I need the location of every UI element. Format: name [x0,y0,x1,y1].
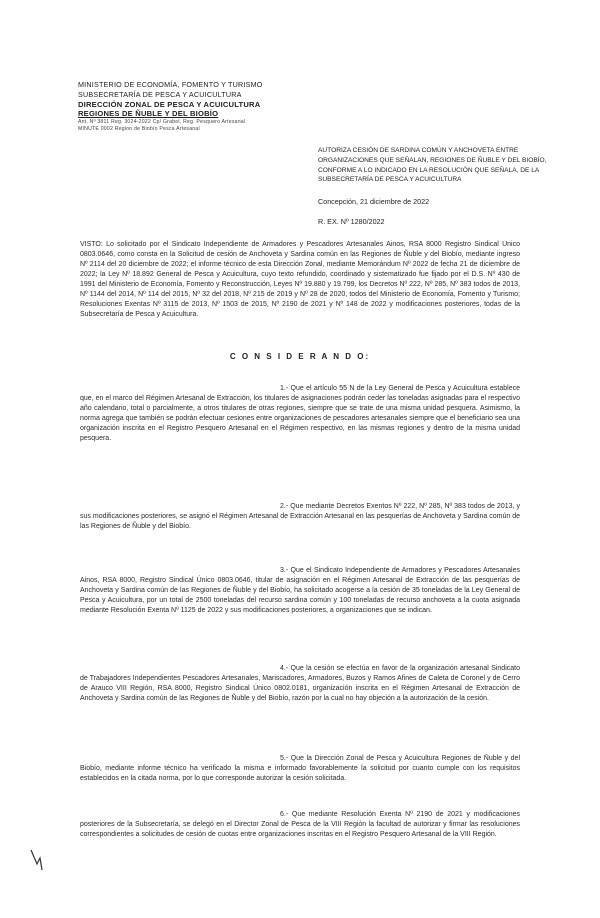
subject-line-4: SUBSECRETARÍA DE PESCA Y ACUICULTURA [318,176,462,184]
considering-6 [80,810,520,840]
considering-2 [80,502,520,532]
considering-1 [80,384,520,444]
signature-mark [28,848,48,872]
considering-5 [80,754,520,784]
letterhead [78,80,358,132]
subject-line-3: CONFORME A LO INDICADO EN LA RESOLUCIÓN QUE SEÑALA, DE LA [318,166,540,174]
considering-6-text: 6.- Que mediante Resolución Exenta Nº 2190 de 2021 y modificaciones posteriores de la Subsecretaría, se delegó en el Director Zonal de Pesca de la VIII Región la facultad de autorizar y firmar las resoluciones correspondientes a solicitudes de cesión de cuotas entre organizaciones inscritas en el Registro Pesquero Artesanal de la VIII Región. [80,811,520,838]
resolution-subject [318,146,547,185]
subject-line-1: AUTORIZA CESIÓN DE SARDINA COMÚN Y ANCHOVETA ENTRE [318,147,519,154]
considering-4-text: 4.- Que la cesión se efectúa en favor de la organización artesanal Sindicato de Trabajadores Independientes Pescadores Artesanales, Mariscadores, Armadores, Buzos y Ramos Afines de Caleta de Coronel y de Cerro de Arauco VIII Región, RSA 8000, Registro Sindical Único 0802.0181, organización inscrita en el Régimen Artesanal de Extracción de Anchoveta y Sardina común de las Regiones de Ñuble y del Biobío, razón por la cual no hay objeción a la autorización de la cesión. [80,665,520,702]
considering-4 [80,664,520,704]
considering-1-text: 1.- Que el artículo 55 N de la Ley General de Pesca y Acuicultura establece que, en el marco del Régimen Artesanal de Extracción, los titulares de asignaciones podrán ceder las toneladas asignadas para el respectivo año calendario, total o parcialmente, a otros titulares de otras regiones, siempre que se trate de una misma unidad pesquera. Asimismo, la norma agrega que también se podrán efectuar cesiones entre organizaciones de pescadores artesanales siempre que el beneficiario sea una organización inscrita en el Registro Pesquero Artesanal en el Régimen respectivo, en las mismas regiones y dentro de la misma unidad pesquera. [80,385,520,442]
resolution-number: R. EX. Nº 1280/2022 [318,217,385,226]
reference-line-2: MINUTE 0002 Region de Biobío Pesca Artesanal [78,125,200,132]
considering-2-text: 2.- Que mediante Decretos Exentos Nº 222, Nº 285, Nº 383 todos de 2013, y sus modificaciones posteriores, se asignó el Régimen Artesanal de Extracción Artesanal en las pesquerías de Anchoveta y Sardina común de las Regiones de Ñuble y del Biobío. [80,503,520,530]
considering-3-text: 3.- Que el Sindicato Independiente de Armadores y Pescadores Artesanales Ainos, RSA 8000, Registro Sindical Único 0803.0646, titular de asignación en el Régimen Artesanal de Extracción de las pesquerías de Anchoveta y Sardina común de las Regiones de Ñuble y del Biobío, ha solicitado acogerse a la cesión de 35 toneladas de la Ley General de Pesca y Acuicultura, por un total de 2500 toneladas del recurso sardina común y 100 toneladas de recurso anchoveta a la cuota asignada mediante Resolución Exenta Nº 1125 de 2022 y sus modificaciones posteriores, a organizaciones que se indican. [80,567,520,614]
subject-line-2: ORGANIZACIONES QUE SEÑALAN, REGIONES DE ÑUBLE Y DEL BIOBÍO, [318,156,547,164]
place-date: Concepción, 21 diciembre de 2022 [318,197,430,206]
considering-heading: C O N S I D E R A N D O: [229,352,371,361]
visto-text: VISTO: Lo solicitado por el Sindicato Independiente de Armadores y Pescadores Artesanales Ainos, RSA 8000 Registro Sindical Único 0803.0646, como consta en la Solicitud de cesión de Anchoveta y Sardina común en las Regiones de Ñuble y del Biobío, mediante ingreso Nº 2114 del 20 diciembre de 2022; el informe técnico de esta Dirección Zonal, mediante Memorándum Nº 2022 de fecha 21 de diciembre de 2022; la Ley Nº 18.892 General de Pesca y Acuicultura, cuyo texto refundido, coordinado y sistematizado fue fijado por el D.S. Nº 430 de 1991 del Ministerio de Economía, Fomento y Reconstrucción, Leyes Nº 19.880 y 19.799, los Decretos Nº 222, Nº 285, Nº 383 todos de 2013, Nº 1144 del 2014, Nº 114 del 2015, Nº 32 del 2018, Nº 215 de 2019 y Nº 28 de 2020, todos del Ministerio de Economía, Fomento y Turismo; Resoluciones Exentas Nº 3115 de 2013, Nº 1503 de 2015, Nº 2190 de 2021 y Nº 148 de 2022 y modificaciones posteriores, todas de la Subsecretaría de Pesca y Acuicultura. [80,241,520,318]
considering-3 [80,566,520,616]
reference-line-1: Ant. Nº 3811 Reg. 3024-2022 Cp/ Grabel, Reg. Pesquero Artesanal [78,119,246,126]
regions-line: REGIONES DE ÑUBLE Y DEL BIOBÍO [78,109,219,119]
directorate-line: DIRECCIÓN ZONAL DE PESCA Y ACUICULTURA [78,99,261,109]
visto-paragraph [80,240,520,320]
ministry-line: MINISTERIO DE ECONOMÍA, FOMENTO Y TURISMO [78,80,263,89]
considering-5-text: 5.- Que la Dirección Zonal de Pesca y Acuicultura Regiones de Ñuble y del Biobío, mediante informe técnico ha verificado la misma e informado favorablemente la solicitud por cuanto cumple con los requisitos establecidos en la citada norma, por lo que corresponde autorizar la cesión solicitada. [80,755,520,782]
subsecretariat-line: SUBSECRETARÍA DE PESCA Y ACUICULTURA [78,89,242,99]
